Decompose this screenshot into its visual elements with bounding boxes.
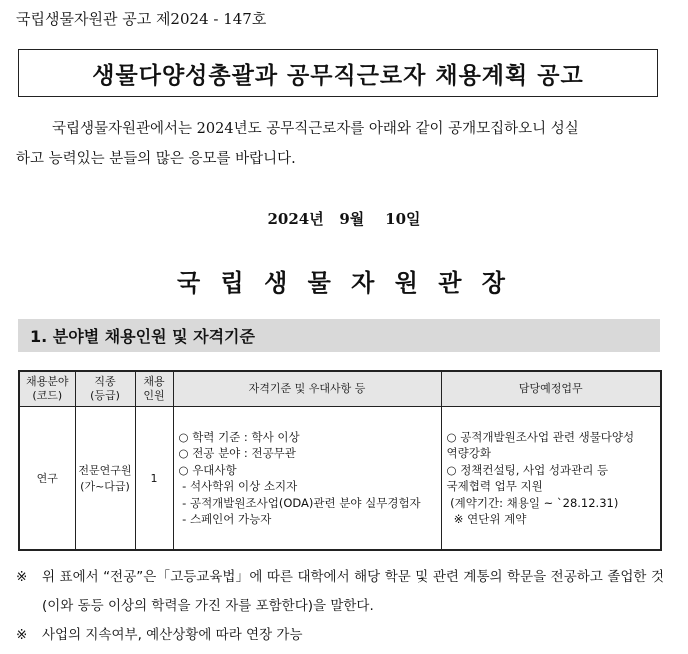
header-count: 채용 인원	[135, 371, 173, 407]
intro-line-1: 국립생물자원관에서는 2024년도 공무직근로자를 아래와 같이 공개모집하오니 성실	[52, 121, 579, 137]
qualification-item: - 스페인어 가능자	[178, 512, 272, 526]
duty-item: ○ 공적개발원조사업 관련 생물다양성	[446, 429, 635, 444]
duty-item: 역량강화	[446, 446, 491, 460]
header-duties: 담당예정업무	[441, 371, 661, 407]
notice-title: 생물다양성총괄과 공무직근로자 채용계획 공고	[18, 49, 658, 97]
notice-date: 2024년 9월 10일	[267, 210, 421, 228]
cell-duties	[441, 407, 661, 551]
section-heading: 1. 분야별 채용인원 및 자격기준	[18, 319, 660, 352]
duties-list	[443, 429, 660, 528]
duty-item: 국제협력 업무 지원	[446, 479, 543, 493]
qualification-item: - 공적개발원조사업(ODA)관련 분야 실무경험자	[178, 495, 421, 510]
note-text: 사업의 지속여부, 예산상황에 따라 연장 가능	[42, 627, 303, 643]
issuing-organization: 국 립 생 물 자 원 관 장	[177, 268, 511, 297]
intro-line-2: 하고 능력있는 분들의 많은 응모를 바랍니다.	[16, 151, 296, 167]
qualification-item: ○ 우대사항	[178, 462, 237, 477]
duty-item: ○ 정책컨설팅, 사업 성과관리 등	[446, 462, 609, 477]
recruitment-table	[18, 370, 662, 551]
duty-item: (계약기간: 채용일 ~ `28.12.31)	[446, 495, 619, 510]
qualification-item: ○ 전공 분야 : 전공무관	[178, 446, 296, 460]
note-item	[16, 563, 664, 621]
note-mark: ※	[16, 627, 28, 643]
qualification-item: ○ 학력 기준 : 학사 이상	[178, 429, 300, 444]
note-mark: ※	[16, 569, 28, 585]
note-text: 위 표에서 “전공”은「고등교육법」에 따른 대학에서 해당 학문 및 관련 계통의 학문을 전공하고 졸업한 것(이와 동등 이상의 학력을 가진 자를 포함한다)을 말한다.	[42, 569, 664, 614]
intro-paragraph	[16, 114, 662, 174]
table-header-row	[19, 371, 661, 407]
notice-reference-number: 국립생물자원관 공고 제2024 - 147호	[16, 10, 267, 28]
cell-count: 1	[135, 407, 173, 551]
cell-field: 연구	[19, 407, 75, 551]
cell-qualifications	[173, 407, 441, 551]
cell-job-type: 전문연구원 (가~다급)	[75, 407, 135, 551]
qualifications-list	[175, 429, 440, 528]
qualification-item: - 석사학위 이상 소지자	[178, 479, 298, 493]
header-qualifications: 자격기준 및 우대사항 등	[173, 371, 441, 407]
notes-section	[16, 563, 664, 650]
note-item	[16, 621, 664, 650]
header-job-type: 직종 (등급)	[75, 371, 135, 407]
duty-item: ※ 연단위 계약	[446, 512, 527, 526]
table-row	[19, 407, 661, 551]
header-field: 채용분야 (코드)	[19, 371, 75, 407]
